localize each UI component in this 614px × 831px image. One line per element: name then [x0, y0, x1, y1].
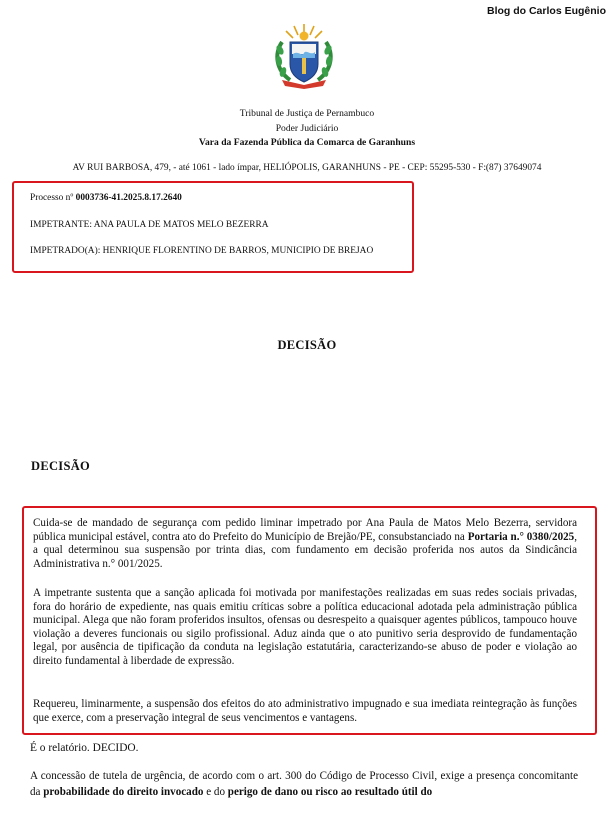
court-name: Tribunal de Justiça de Pernambuco [239, 108, 375, 119]
court-address: AV RUI BARBOSA, 479, - até 1061 - lado ímpar, HELIÓPOLIS, GARANHUNS - PE - CEP: 55295-530 - F:(87) 37649074 [72, 163, 542, 173]
document-title: DECISÃO [277, 338, 337, 352]
impetrante-line: IMPETRANTE: ANA PAULA DE MATOS MELO BEZERRA [30, 220, 269, 230]
report-statement: É o relatório. DECIDO. [30, 742, 139, 754]
watermark: Blog do Carlos Eugênio [486, 5, 606, 17]
paragraph-urgency-text-mid: e do [203, 785, 228, 798]
process-label: Processo nº [30, 193, 76, 203]
paragraph-urgency [30, 769, 578, 800]
impetrado-line: IMPETRADO(A): HENRIQUE FLORENTINO DE BARROS, MUNICIPIO DE BREJAO [30, 246, 374, 256]
pernambuco-coat-of-arms-icon [268, 22, 340, 90]
paragraph-urgency-text-a: A concessão de tutela de urgência, de acordo com o art. 300 do Código de Processo Civil, exige a presença concomitante da [30, 770, 578, 798]
court-division: Vara da Fazenda Pública da Comarca de Garanhuns [198, 137, 416, 148]
paragraph-facts-text-b: , a qual determinou sua suspensão por trinta dias, com fundamento em decisão proferida nos autos da Sindicância Administrativa n.° 001/2025. [33, 530, 577, 570]
case-info-highlight-box [12, 181, 414, 273]
summary-highlight-box [22, 506, 597, 735]
probability-of-right: probabilidade do direito invocado [43, 785, 204, 798]
process-number-line [30, 193, 182, 203]
paragraph-arguments: A impetrante sustenta que a sanção aplicada foi motivada por manifestações realizadas em suas redes sociais privadas, fora do horário de expediente, nas quais emitiu críticas sobre a política educacional adotada pela administração pública municipal. Alega que não foram proferidos insultos, ofensas ou desrespeito a quaisquer agentes públicos, tampouco houve violação a deveres funcionais ou sigilo profissional. Aduz ainda que o ato punitivo seria desprovido de fundamentação legal, por ausência de tipificação da conduta na legislação estatutária, caracterizando-se abuso de poder e violação ao direito fundamental à liberdade de expressão. [33, 587, 577, 667]
judiciary-power: Poder Judiciário [275, 123, 339, 134]
process-number: 0003736-41.2025.8.17.2640 [75, 193, 182, 203]
section-heading: DECISÃO [31, 459, 91, 473]
paragraph-facts [33, 517, 577, 571]
portaria-reference: Portaria n.° 0380/2025 [467, 530, 575, 543]
paragraph-request: Requereu, liminarmente, a suspensão dos efeitos do ato administrativo impugnado e sua imediata reintegração às funções que exerce, com a preservação integral de seus vencimentos e vantagens. [33, 698, 577, 724]
danger-of-harm: perigo de dano ou risco ao resultado útil do [227, 785, 433, 798]
paragraph-facts-text-a: Cuida-se de mandado de segurança com pedido liminar impetrado por Ana Paula de Matos Melo Bezerra, servidora pública municipal estável, contra ato do Prefeito do Município de Brejão/PE, consubstanciado na [33, 517, 577, 543]
